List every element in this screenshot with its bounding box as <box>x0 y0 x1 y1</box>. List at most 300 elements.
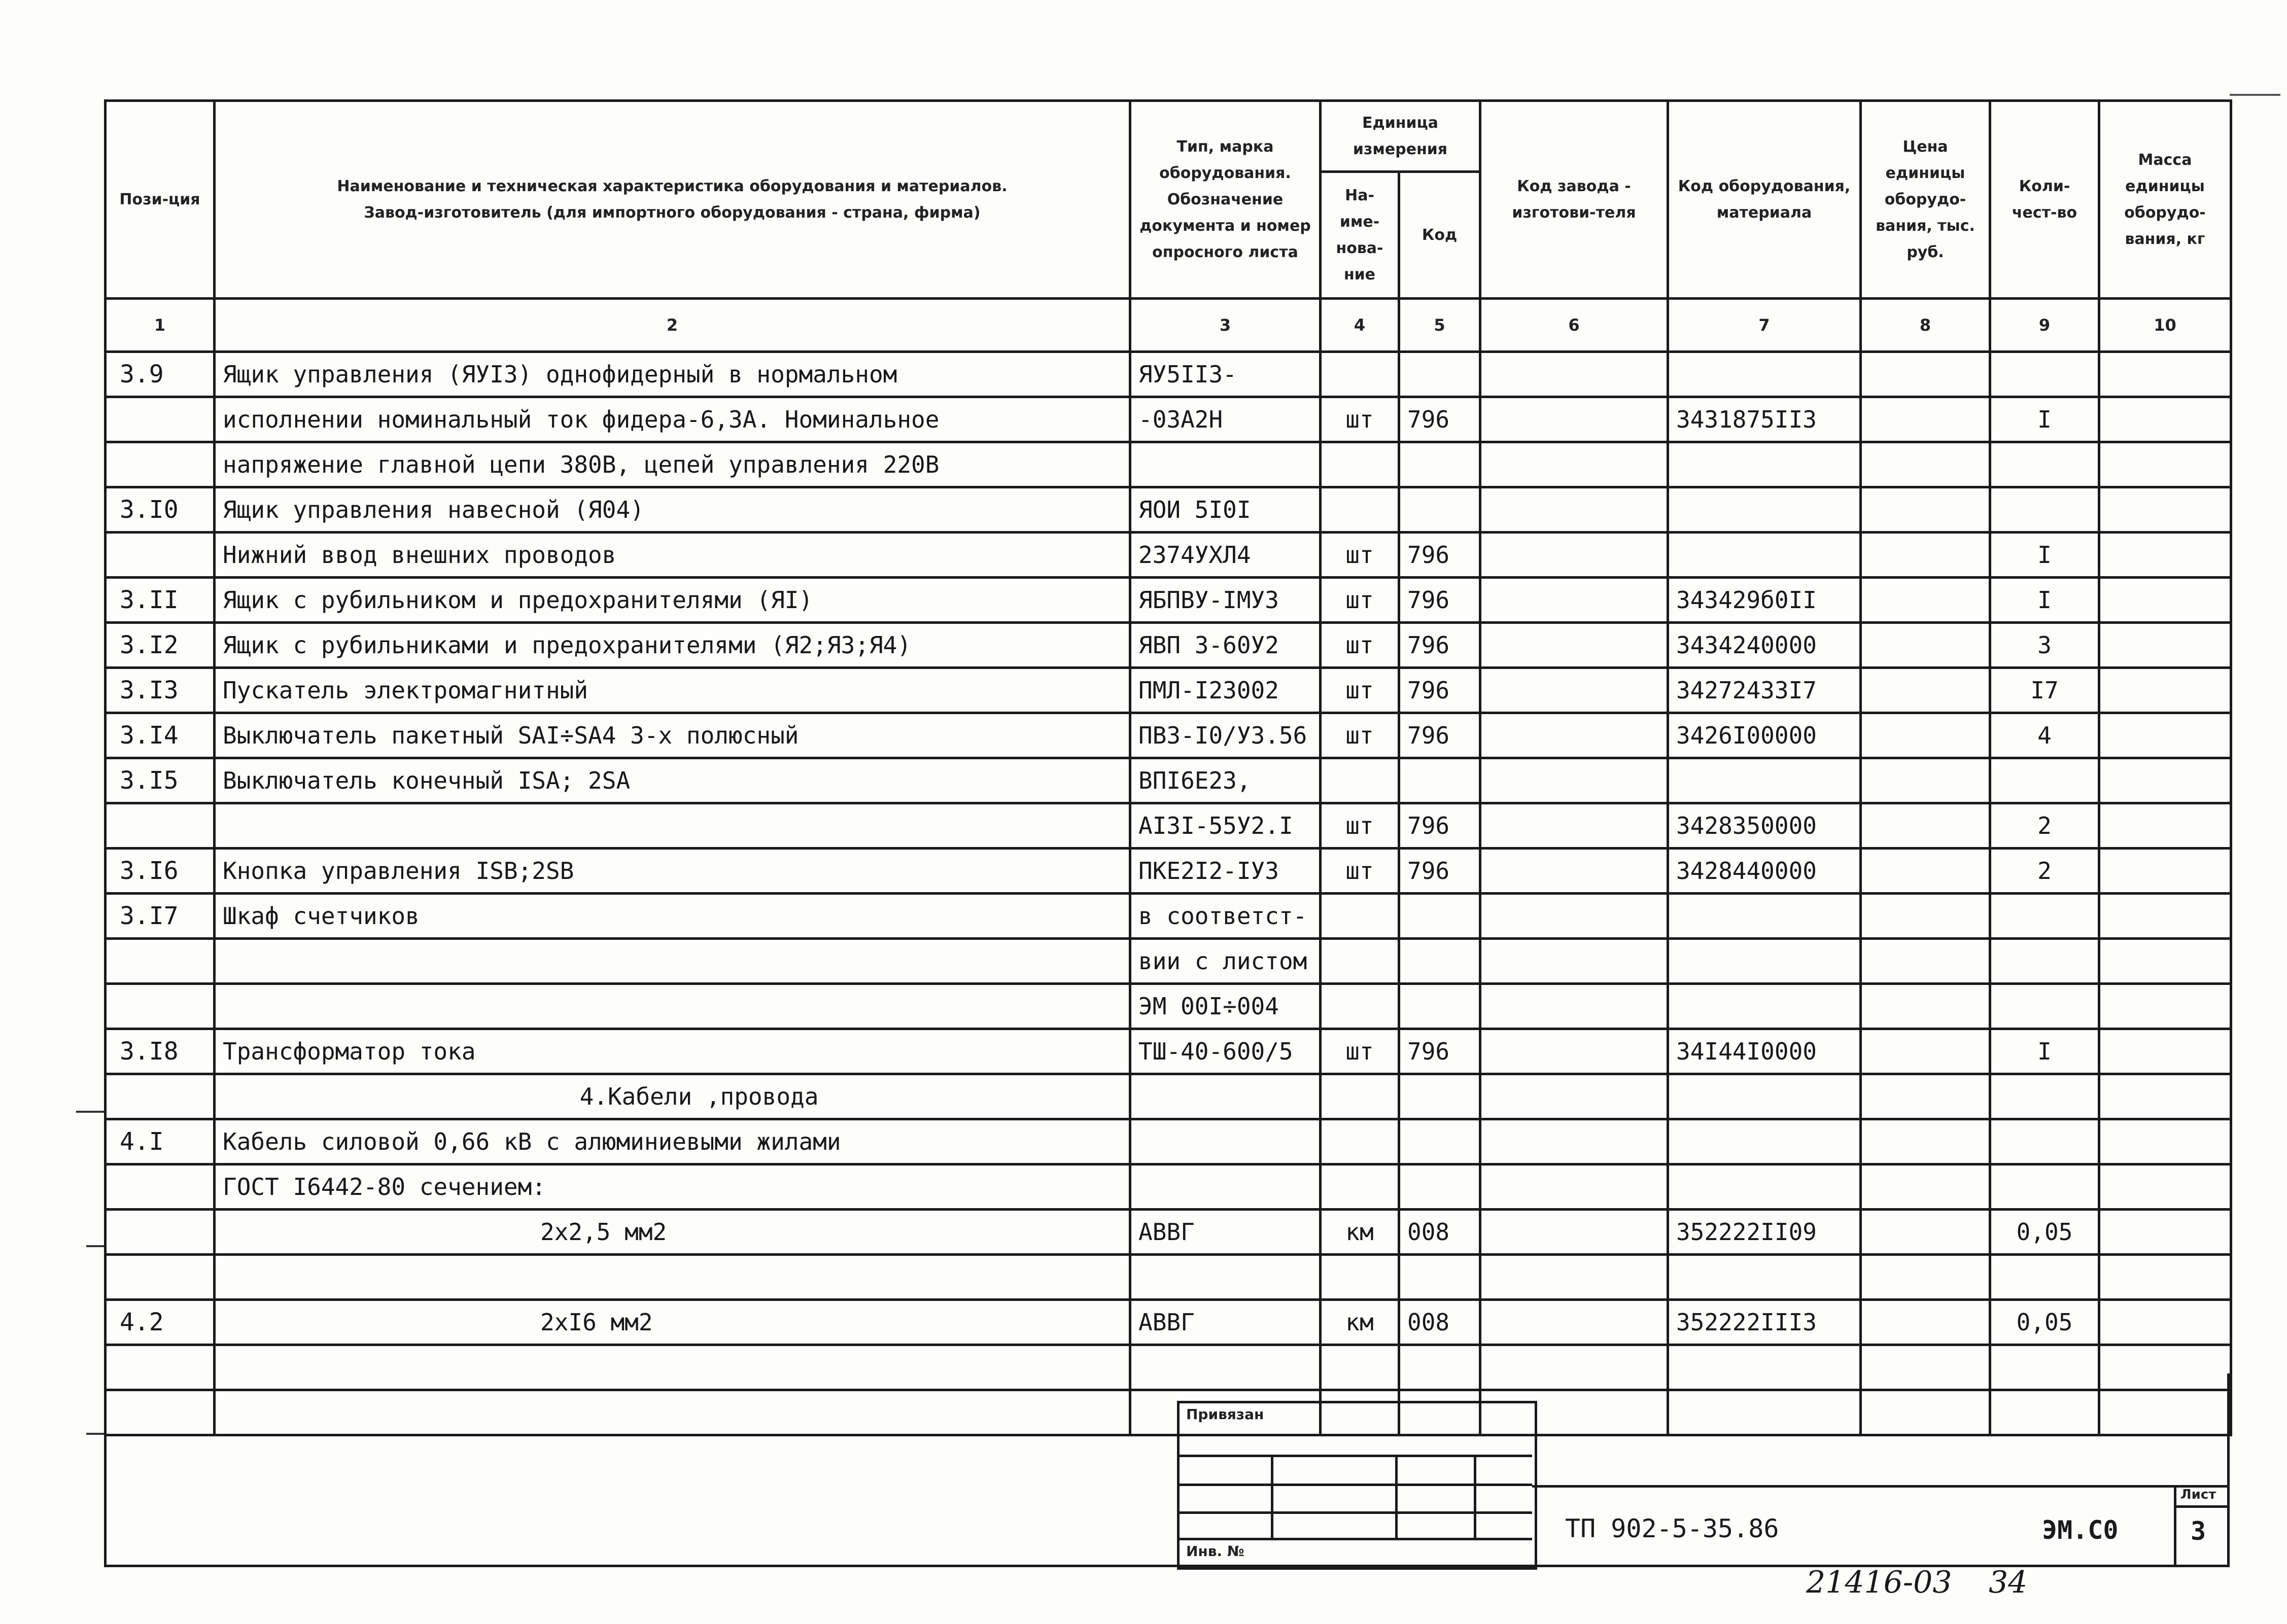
row-equipment-code <box>1668 1074 1861 1119</box>
table-row <box>106 1210 2231 1255</box>
specification-body <box>106 352 2231 1435</box>
row-price <box>1861 1164 1990 1210</box>
sheet-label: Лист <box>2180 1487 2216 1502</box>
row-equipment-code <box>1668 1390 1861 1435</box>
row-position <box>106 442 215 487</box>
table-row <box>106 352 2231 397</box>
table-row <box>106 668 2231 713</box>
row-type: ПКЕ2І2-ІУ3 <box>1130 849 1321 894</box>
header-equipment-code: Код оборудования, материала <box>1668 101 1861 299</box>
row-position <box>106 533 215 578</box>
row-equipment-code <box>1668 984 1861 1029</box>
row-mass <box>2099 533 2231 578</box>
stamp-line <box>1177 1511 1532 1514</box>
row-position: 3.І2 <box>106 623 215 668</box>
table-row <box>106 758 2231 803</box>
table-row <box>106 442 2231 487</box>
row-quantity: І7 <box>1990 668 2099 713</box>
sheet-code: ЭМ.С0 <box>2042 1515 2119 1545</box>
header-unit-group: Единица измерения <box>1321 101 1480 172</box>
row-unit: шт <box>1321 849 1399 894</box>
table-row <box>106 1164 2231 1210</box>
row-type: -03А2Н <box>1130 397 1321 442</box>
column-number: 1 <box>106 299 215 352</box>
header-position: Пози-ция <box>106 101 215 299</box>
row-unit: шт <box>1321 623 1399 668</box>
header-name-line2: Завод-изготовитель (для импортного оборудования - страна, фирма) <box>364 203 981 222</box>
row-quantity: 0,05 <box>1990 1300 2099 1345</box>
row-unit <box>1321 1119 1399 1164</box>
row-factory-code <box>1480 487 1668 533</box>
row-position <box>106 1074 215 1119</box>
row-factory-code <box>1480 623 1668 668</box>
row-name: исполнении номинальный ток фидера-6,3А. Номинальное <box>215 397 1130 442</box>
row-name: Ящик управления навесной (Я04) <box>215 487 1130 533</box>
row-name: Ящик с рубильниками и предохранителями (Я2;Я3;Я4) <box>215 623 1130 668</box>
table-row <box>106 578 2231 623</box>
row-mass <box>2099 1390 2231 1435</box>
row-equipment-code <box>1668 758 1861 803</box>
row-equipment-code: 352222ІІ09 <box>1668 1210 1861 1255</box>
row-factory-code <box>1480 1119 1668 1164</box>
row-quantity: І <box>1990 578 2099 623</box>
stamp-line <box>1271 1455 1273 1540</box>
row-unit: шт <box>1321 533 1399 578</box>
row-equipment-code: 3431875ІІ3 <box>1668 397 1861 442</box>
row-unit: км <box>1321 1210 1399 1255</box>
row-equipment-code: 352222ІІІ3 <box>1668 1300 1861 1345</box>
row-type: в соответст- <box>1130 894 1321 939</box>
row-equipment-code: 34І44І0000 <box>1668 1029 1861 1074</box>
row-factory-code <box>1480 1345 1668 1390</box>
column-number: 3 <box>1130 299 1321 352</box>
row-type: ПВ3-І0/У3.56 <box>1130 713 1321 758</box>
row-unit-code <box>1399 487 1480 533</box>
row-position <box>106 1255 215 1300</box>
row-factory-code <box>1480 533 1668 578</box>
row-quantity <box>1990 939 2099 984</box>
row-type: ЯУ5ІІ3- <box>1130 352 1321 397</box>
row-unit-code <box>1399 1164 1480 1210</box>
row-mass <box>2099 1164 2231 1210</box>
row-position: 4.І <box>106 1119 215 1164</box>
row-mass <box>2099 487 2231 533</box>
row-equipment-code <box>1668 939 1861 984</box>
row-unit-code: 796 <box>1399 668 1480 713</box>
row-mass <box>2099 442 2231 487</box>
column-number: 10 <box>2099 299 2231 352</box>
table-row <box>106 713 2231 758</box>
header-name <box>215 101 1130 299</box>
row-unit: шт <box>1321 713 1399 758</box>
row-factory-code <box>1480 1029 1668 1074</box>
row-name: Ящик с рубильником и предохранителями (ЯІ) <box>215 578 1130 623</box>
row-price <box>1861 1074 1990 1119</box>
row-unit-code <box>1399 1074 1480 1119</box>
row-type: вии с листом <box>1130 939 1321 984</box>
margin-tick <box>86 1433 104 1435</box>
row-unit <box>1321 1074 1399 1119</box>
row-factory-code <box>1480 442 1668 487</box>
row-position: 4.2 <box>106 1300 215 1345</box>
row-name: Выключатель конечный ІSA; 2SA <box>215 758 1130 803</box>
row-unit-code <box>1399 984 1480 1029</box>
handwritten-page-number: 34 <box>1989 1565 2028 1600</box>
row-name: ГОСТ І6442-80 сечением: <box>215 1164 1130 1210</box>
row-equipment-code <box>1668 1119 1861 1164</box>
row-price <box>1861 849 1990 894</box>
row-unit-code <box>1399 1119 1480 1164</box>
row-type: АІ3І-55У2.І <box>1130 803 1321 849</box>
row-position <box>106 939 215 984</box>
row-unit-code: 008 <box>1399 1210 1480 1255</box>
row-quantity: 2 <box>1990 849 2099 894</box>
row-mass <box>2099 803 2231 849</box>
row-unit <box>1321 1345 1399 1390</box>
row-type <box>1130 1345 1321 1390</box>
row-unit-code: 796 <box>1399 397 1480 442</box>
row-unit <box>1321 939 1399 984</box>
row-factory-code <box>1480 849 1668 894</box>
row-factory-code <box>1480 1164 1668 1210</box>
row-mass <box>2099 352 2231 397</box>
row-quantity <box>1990 984 2099 1029</box>
specification-table <box>104 99 2232 1436</box>
row-price <box>1861 713 1990 758</box>
row-type: 2374УХЛ4 <box>1130 533 1321 578</box>
row-factory-code <box>1480 352 1668 397</box>
table-row <box>106 487 2231 533</box>
stamp-line <box>1474 1455 1476 1540</box>
row-unit <box>1321 442 1399 487</box>
table-row <box>106 984 2231 1029</box>
stamp-line <box>1177 1484 1532 1486</box>
row-position: 3.І7 <box>106 894 215 939</box>
title-block-line <box>2174 1505 2230 1508</box>
table-row <box>106 939 2231 984</box>
margin-tick <box>2230 94 2280 96</box>
row-position: 3.І5 <box>106 758 215 803</box>
row-price <box>1861 1345 1990 1390</box>
row-type: ЭМ 00І÷004 <box>1130 984 1321 1029</box>
row-price <box>1861 1255 1990 1300</box>
title-block-line <box>1532 1485 2230 1488</box>
row-position: 3.9 <box>106 352 215 397</box>
row-name: Пускатель электромагнитный <box>215 668 1130 713</box>
header-row <box>106 101 2231 172</box>
header-unit-code: Код <box>1399 172 1480 299</box>
row-unit <box>1321 1255 1399 1300</box>
row-position <box>106 1345 215 1390</box>
row-position: 3.ІІ <box>106 578 215 623</box>
row-mass <box>2099 894 2231 939</box>
table-row <box>106 849 2231 894</box>
row-type: ПМЛ-І23002 <box>1130 668 1321 713</box>
row-unit-code <box>1399 939 1480 984</box>
row-mass <box>2099 939 2231 984</box>
row-mass <box>2099 623 2231 668</box>
row-factory-code <box>1480 713 1668 758</box>
row-unit: шт <box>1321 1029 1399 1074</box>
row-position: 3.І3 <box>106 668 215 713</box>
row-unit-code: 796 <box>1399 1029 1480 1074</box>
table-row <box>106 803 2231 849</box>
table-row <box>106 1119 2231 1164</box>
row-name: 2х2,5 мм2 <box>215 1210 1130 1255</box>
row-position: 3.І8 <box>106 1029 215 1074</box>
column-number: 6 <box>1480 299 1668 352</box>
row-mass <box>2099 1119 2231 1164</box>
row-unit-code <box>1399 1255 1480 1300</box>
row-position <box>106 1164 215 1210</box>
row-name: Кнопка управления ІSB;2SB <box>215 849 1130 894</box>
row-type: ЯБПВУ-ІМУ3 <box>1130 578 1321 623</box>
row-quantity <box>1990 1119 2099 1164</box>
row-equipment-code <box>1668 533 1861 578</box>
header-name-line1: Наименование и техническая характеристика оборудования и материалов. <box>337 177 1008 195</box>
row-price <box>1861 758 1990 803</box>
header-price: Цена единицы оборудо-вания, тыс. руб. <box>1861 101 1990 299</box>
row-equipment-code: 3428440000 <box>1668 849 1861 894</box>
row-price <box>1861 442 1990 487</box>
row-unit-code: 796 <box>1399 713 1480 758</box>
row-price <box>1861 352 1990 397</box>
row-type <box>1130 1255 1321 1300</box>
row-unit-code <box>1399 1345 1480 1390</box>
row-equipment-code <box>1668 442 1861 487</box>
row-quantity <box>1990 1345 2099 1390</box>
row-quantity: 0,05 <box>1990 1210 2099 1255</box>
row-quantity <box>1990 352 2099 397</box>
column-number: 4 <box>1321 299 1399 352</box>
row-unit-code <box>1399 352 1480 397</box>
row-unit-code: 796 <box>1399 849 1480 894</box>
row-equipment-code: 3428350000 <box>1668 803 1861 849</box>
row-name: Трансформатор тока <box>215 1029 1130 1074</box>
row-unit-code: 796 <box>1399 803 1480 849</box>
table-row <box>106 1029 2231 1074</box>
row-unit <box>1321 894 1399 939</box>
row-position <box>106 397 215 442</box>
column-number: 8 <box>1861 299 1990 352</box>
row-type <box>1130 1164 1321 1210</box>
row-unit <box>1321 487 1399 533</box>
row-unit: шт <box>1321 803 1399 849</box>
table-row <box>106 533 2231 578</box>
row-mass <box>2099 849 2231 894</box>
header-mass: Масса единицы оборудо-вания, кг <box>2099 101 2231 299</box>
row-type: ЯВП 3-60У2 <box>1130 623 1321 668</box>
row-mass <box>2099 578 2231 623</box>
row-price <box>1861 984 1990 1029</box>
row-type: ТШ-40-600/5 <box>1130 1029 1321 1074</box>
row-price <box>1861 1210 1990 1255</box>
frame-right-border <box>2227 1373 2230 1567</box>
row-price <box>1861 1390 1990 1435</box>
stamp-line <box>1177 1455 1532 1457</box>
row-position: 3.І6 <box>106 849 215 894</box>
row-factory-code <box>1480 397 1668 442</box>
row-unit-code <box>1399 442 1480 487</box>
row-name: 4.Кабели ,провода <box>215 1074 1130 1119</box>
row-position <box>106 1390 215 1435</box>
row-quantity <box>1990 894 2099 939</box>
row-price <box>1861 1119 1990 1164</box>
column-number-row <box>106 299 2231 352</box>
row-price <box>1861 894 1990 939</box>
row-price <box>1861 803 1990 849</box>
row-name: Выключатель пакетный SAІ÷SA4 3-х полюсный <box>215 713 1130 758</box>
row-factory-code <box>1480 668 1668 713</box>
table-row <box>106 1255 2231 1300</box>
row-mass <box>2099 1029 2231 1074</box>
row-mass <box>2099 668 2231 713</box>
handwritten-archive-number: 21416-03 <box>1806 1565 1952 1600</box>
row-type: АВВГ <box>1130 1300 1321 1345</box>
row-name <box>215 1345 1130 1390</box>
row-factory-code <box>1480 984 1668 1029</box>
binding-label: Привязан <box>1186 1406 1264 1423</box>
table-row <box>106 623 2231 668</box>
row-equipment-code <box>1668 1255 1861 1300</box>
row-mass <box>2099 1255 2231 1300</box>
row-price <box>1861 1029 1990 1074</box>
margin-tick <box>86 1245 104 1247</box>
row-quantity: І <box>1990 397 2099 442</box>
column-number: 2 <box>215 299 1130 352</box>
stamp-line <box>1177 1538 1532 1540</box>
row-quantity <box>1990 1164 2099 1210</box>
row-position <box>106 984 215 1029</box>
row-type: ВПІ6Е23, <box>1130 758 1321 803</box>
header-type: Тип, марка оборудования. Обозначение документа и номер опросного листа <box>1130 101 1321 299</box>
row-name <box>215 939 1130 984</box>
row-quantity: І <box>1990 533 2099 578</box>
row-name: напряжение главной цепи 380В, цепей управления 220В <box>215 442 1130 487</box>
row-unit-code: 008 <box>1399 1300 1480 1345</box>
row-unit-code: 796 <box>1399 623 1480 668</box>
row-equipment-code <box>1668 487 1861 533</box>
row-type: АВВГ <box>1130 1210 1321 1255</box>
row-position: 3.І0 <box>106 487 215 533</box>
row-factory-code <box>1480 1210 1668 1255</box>
row-equipment-code: 34272433І7 <box>1668 668 1861 713</box>
row-unit <box>1321 758 1399 803</box>
row-equipment-code <box>1668 1345 1861 1390</box>
row-mass <box>2099 984 2231 1029</box>
row-mass <box>2099 1210 2231 1255</box>
row-name: Кабель силовой 0,66 кВ с алюминиевыми жилами <box>215 1119 1130 1164</box>
row-price <box>1861 623 1990 668</box>
column-number: 7 <box>1668 299 1861 352</box>
sheet-number: 3 <box>2191 1516 2206 1546</box>
row-quantity: 4 <box>1990 713 2099 758</box>
row-price <box>1861 668 1990 713</box>
table-row <box>106 397 2231 442</box>
row-price <box>1861 533 1990 578</box>
row-equipment-code: 3434240000 <box>1668 623 1861 668</box>
row-equipment-code: 343429б0ІІ <box>1668 578 1861 623</box>
row-position <box>106 803 215 849</box>
row-equipment-code <box>1668 352 1861 397</box>
row-quantity <box>1990 487 2099 533</box>
row-price <box>1861 487 1990 533</box>
row-unit-code <box>1399 758 1480 803</box>
row-mass <box>2099 713 2231 758</box>
row-factory-code <box>1480 758 1668 803</box>
row-factory-code <box>1480 1074 1668 1119</box>
row-mass <box>2099 397 2231 442</box>
row-price <box>1861 397 1990 442</box>
row-position: 3.І4 <box>106 713 215 758</box>
row-position <box>106 1210 215 1255</box>
row-unit: шт <box>1321 397 1399 442</box>
row-equipment-code <box>1668 894 1861 939</box>
row-equipment-code: 3426І00000 <box>1668 713 1861 758</box>
row-unit-code: 796 <box>1399 533 1480 578</box>
row-type <box>1130 1074 1321 1119</box>
row-unit <box>1321 1164 1399 1210</box>
row-quantity: 2 <box>1990 803 2099 849</box>
row-unit: шт <box>1321 578 1399 623</box>
row-mass <box>2099 1300 2231 1345</box>
row-unit-code <box>1399 894 1480 939</box>
row-name: Нижний ввод внешних проводов <box>215 533 1130 578</box>
row-factory-code <box>1480 1300 1668 1345</box>
row-name <box>215 1390 1130 1435</box>
row-quantity <box>1990 1074 2099 1119</box>
row-mass <box>2099 758 2231 803</box>
margin-tick <box>76 1111 104 1113</box>
row-unit-code: 796 <box>1399 578 1480 623</box>
row-type <box>1130 442 1321 487</box>
stamp-line <box>1395 1455 1398 1540</box>
table-row <box>106 1074 2231 1119</box>
row-name: Ящик управления (ЯУІ3) однофидерный в нормальном <box>215 352 1130 397</box>
row-name: 2хІ6 мм2 <box>215 1300 1130 1345</box>
row-type <box>1130 1119 1321 1164</box>
row-price <box>1861 578 1990 623</box>
row-name <box>215 1255 1130 1300</box>
row-unit: шт <box>1321 668 1399 713</box>
column-number: 5 <box>1399 299 1480 352</box>
row-name: Шкаф счетчиков <box>215 894 1130 939</box>
table-row <box>106 1345 2231 1390</box>
table-row <box>106 1300 2231 1345</box>
row-factory-code <box>1480 939 1668 984</box>
row-mass <box>2099 1074 2231 1119</box>
row-quantity: І <box>1990 1029 2099 1074</box>
table-row <box>106 894 2231 939</box>
document-number: ТП 902-5-35.86 <box>1565 1514 1779 1543</box>
header-unit-name: На-име-нова-ние <box>1321 172 1399 299</box>
row-name <box>215 984 1130 1029</box>
inventory-label: Инв. № <box>1186 1543 1244 1560</box>
row-name <box>215 803 1130 849</box>
row-factory-code <box>1480 578 1668 623</box>
column-number: 9 <box>1990 299 2099 352</box>
row-mass <box>2099 1345 2231 1390</box>
row-unit: км <box>1321 1300 1399 1345</box>
header-factory-code: Код завода - изготови-теля <box>1480 101 1668 299</box>
row-quantity <box>1990 442 2099 487</box>
row-factory-code <box>1480 1255 1668 1300</box>
row-price <box>1861 939 1990 984</box>
row-quantity <box>1990 1255 2099 1300</box>
row-equipment-code <box>1668 1164 1861 1210</box>
frame-left-border <box>104 1373 107 1567</box>
row-quantity <box>1990 758 2099 803</box>
